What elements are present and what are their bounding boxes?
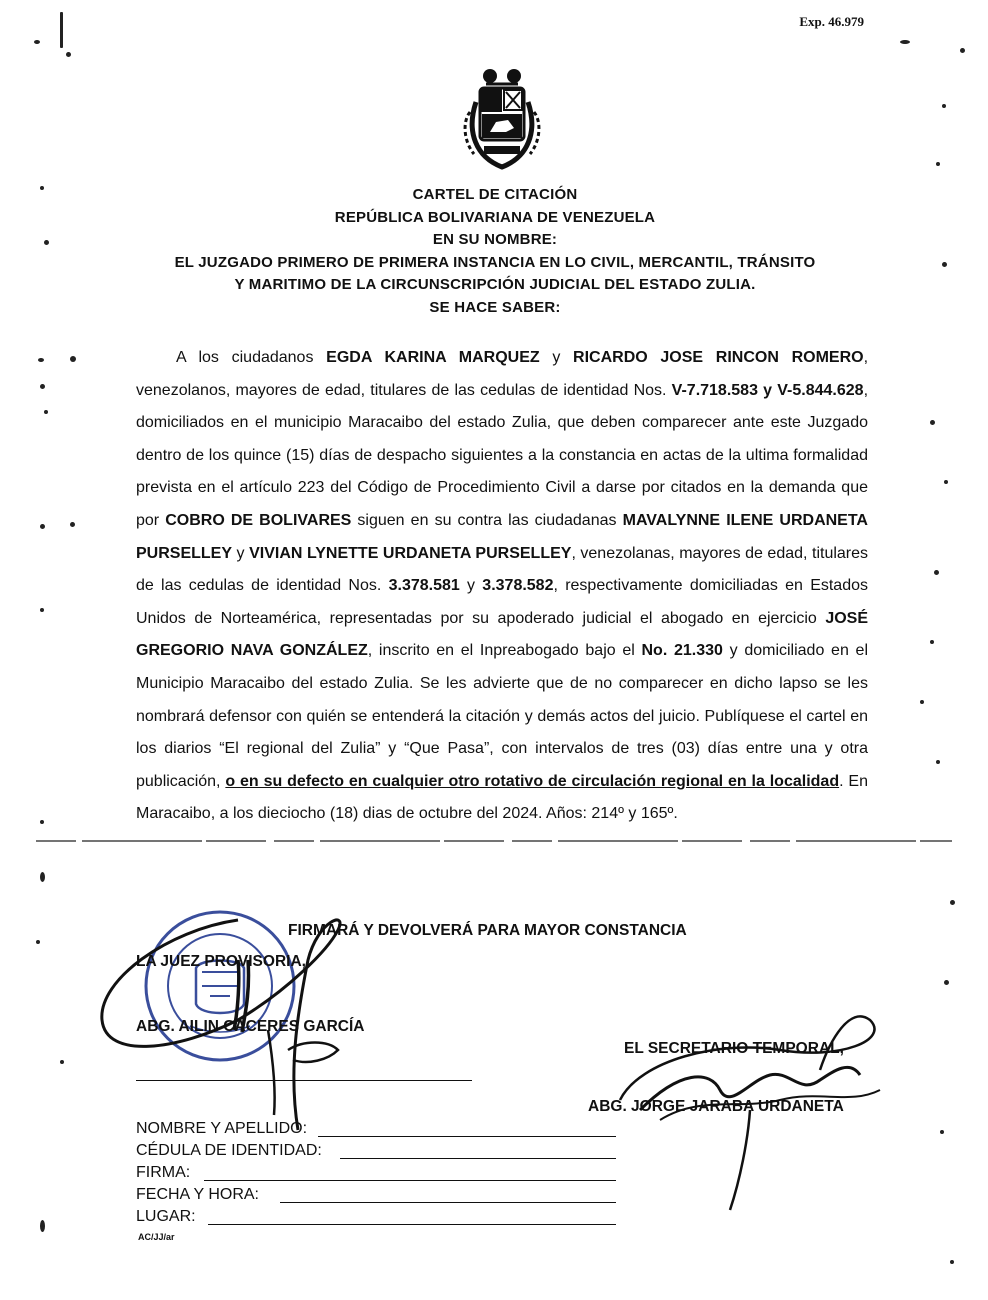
form-line-date-time[interactable] bbox=[280, 1202, 616, 1203]
judge-title: LA JUEZ PROVISORIA, bbox=[136, 953, 306, 970]
form-row-place bbox=[136, 1206, 616, 1228]
heading-line-announcement: SE HACE SABER: bbox=[429, 298, 561, 316]
heading-line-republic: REPÚBLICA BOLIVARIANA DE VENEZUELA bbox=[334, 208, 656, 226]
form-row-date-time bbox=[136, 1184, 616, 1206]
body-text: , venezolanas, mayores de edad, titulares de las cedulas de identidad Nos. bbox=[136, 544, 869, 595]
sign-and-return-notice: FIRMARÁ Y DEVOLVERÁ PARA MAYOR CONSTANCIA bbox=[288, 922, 687, 939]
plaintiff-id-2: 3.378.582 bbox=[482, 577, 554, 595]
judge-name: ABG. AILIN CACERES GARCÍA bbox=[136, 1018, 365, 1035]
form-row-signature bbox=[136, 1162, 616, 1184]
form-line-signature[interactable] bbox=[204, 1180, 616, 1181]
heading-line-title: CARTEL DE CITACIÓN bbox=[412, 186, 578, 203]
heading-line-court: EL JUZGADO PRIMERO DE PRIMERA INSTANCIA EN LO CIVIL, MERCANTIL, TRÁNSITO bbox=[174, 253, 816, 271]
attorney-name: JOSÉ GREGORIO NAVA GONZÁLEZ bbox=[136, 609, 868, 660]
defendant-id-numbers: V-7.718.583 y V-5.844.628 bbox=[671, 381, 864, 399]
defendant-name-1: EGDA KARINA MARQUEZ bbox=[326, 349, 540, 366]
alternate-publication-clause: o en su defecto en cualquier otro rotativo de circulación regional en la localidad bbox=[225, 772, 840, 790]
attorney-registration: No. 21.330 bbox=[641, 642, 723, 660]
judge-signature-line bbox=[136, 1080, 472, 1081]
plaintiff-name-2: VIVIAN LYNETTE URDANETA PURSELLEY bbox=[249, 544, 572, 562]
defendant-name-2: RICARDO JOSE RINCON ROMERO bbox=[573, 349, 864, 366]
body-text: y bbox=[459, 577, 483, 595]
heading-line-in-its-name: EN SU NOMBRE: bbox=[432, 231, 558, 248]
form-label-place: LUGAR: bbox=[136, 1208, 196, 1225]
secretary-title: EL SECRETARIO TEMPORAL, bbox=[624, 1040, 844, 1057]
body-text: y bbox=[539, 349, 574, 366]
body-text: siguen en su contra las ciudadanas bbox=[351, 511, 623, 529]
secretary-signature-icon bbox=[600, 1000, 900, 1220]
secretary-name: ABG. JORGE JARABA URDANETA bbox=[588, 1098, 844, 1115]
plaintiff-name-1: MAVALYNNE ILENE URDANETA PURSELLEY bbox=[136, 511, 868, 562]
form-line-place[interactable] bbox=[208, 1224, 616, 1225]
body-text: y domiciliado en el Municipio Maracaibo del estado Zulia. Se les advierte que de no comparecer en dicho lapso se les nombrará defensor con quién se entenderá la citación y demás actos del juicio. Publíquese el cartel en los diarios “El regional del Zulia” y “Que Pasa”, con intervalos de tres (03) días entre una y otra publicación, bbox=[136, 642, 869, 790]
form-label-signature: FIRMA: bbox=[136, 1164, 191, 1181]
form-line-name[interactable] bbox=[318, 1136, 616, 1137]
form-row-name bbox=[136, 1118, 616, 1140]
form-label-name: NOMBRE Y APELLIDO: bbox=[136, 1120, 308, 1137]
file-number: Exp. 46.979 bbox=[799, 14, 864, 29]
body-text: y bbox=[232, 544, 250, 562]
body-text: A los ciudadanos bbox=[176, 349, 327, 366]
body-text: , inscrito en el Inpreabogado bajo el bbox=[367, 642, 642, 660]
form-label-id: CÉDULA DE IDENTIDAD: bbox=[136, 1142, 322, 1159]
heading-line-jurisdiction: Y MARITIMO DE LA CIRCUNSCRIPCIÓN JUDICIAL DEL ESTADO ZULIA. bbox=[234, 276, 756, 293]
body-text: , venezolanos, mayores de edad, titulares de las cedulas de identidad Nos. bbox=[136, 349, 869, 399]
plaintiff-id-1: 3.378.581 bbox=[388, 577, 460, 595]
form-row-id bbox=[136, 1140, 616, 1162]
scan-line-artifact bbox=[36, 836, 952, 846]
form-line-id[interactable] bbox=[340, 1158, 616, 1159]
recipient-form bbox=[136, 1118, 616, 1228]
document-reference-code: AC/JJ/ar bbox=[138, 1232, 175, 1242]
citation-body-paragraph bbox=[136, 342, 868, 831]
claim-type: COBRO DE BOLIVARES bbox=[165, 511, 352, 529]
form-label-date-time: FECHA Y HORA: bbox=[136, 1186, 259, 1203]
coat-of-arms-icon bbox=[456, 62, 548, 172]
body-text: , domiciliados en el municipio Maracaibo del estado Zulia, que deben comparecer ante este Juzgado dentro de los quince (15) días de despacho siguientes a la constancia en actas de la ultima formalidad prevista en el artículo 223 del Código de Procedimiento Civil a darse por citados en la demanda que por bbox=[136, 381, 869, 529]
body-text: . En Maracaibo, a los dieciocho (18) dias de octubre del 2024. Años: 214º y 165º. bbox=[136, 772, 868, 823]
body-text: , respectivamente domiciliadas en Estados Unidos de Norteamérica, representadas por su apoderado judicial el abogado en ejercicio bbox=[136, 577, 868, 627]
poster-heading bbox=[120, 184, 870, 319]
